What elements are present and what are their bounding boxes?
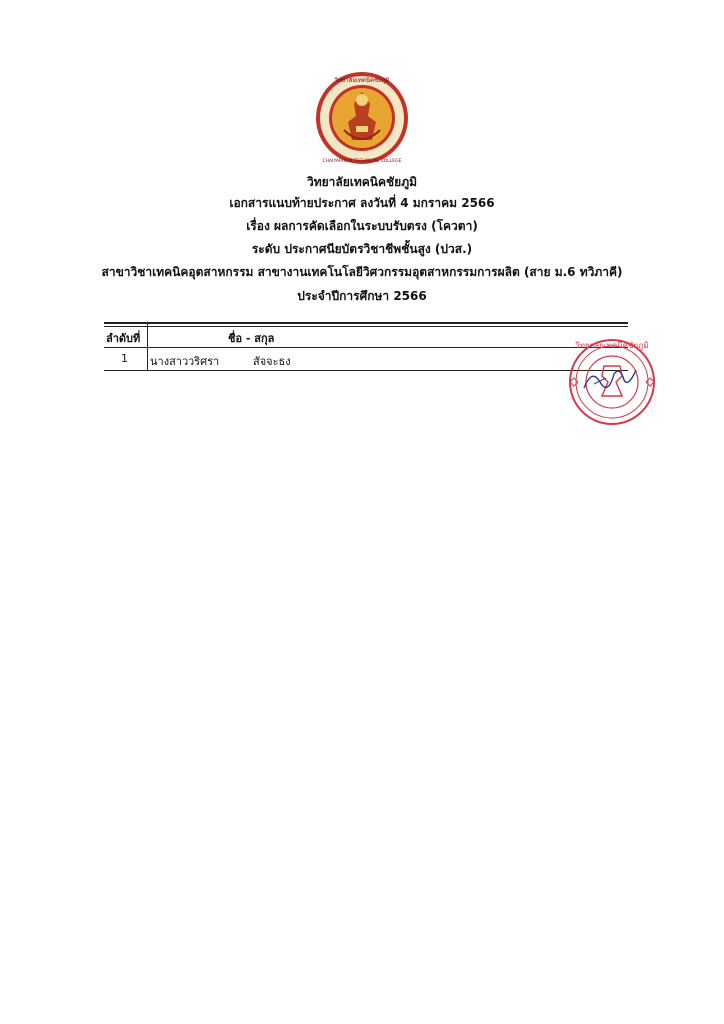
stamp-text: วิทยาลัยเทคนิคชัยภูมิ: [575, 341, 649, 350]
academic-year-line: ประจำปีการศึกษา 2566: [297, 289, 427, 303]
row-number: 1: [121, 352, 128, 365]
row-last-name: สัจจะธง: [253, 355, 291, 368]
logo-text-top: วิทยาลัยเทคนิคชัยภูมิ: [334, 77, 390, 84]
college-emblem: [314, 70, 410, 166]
svg-text:CHAIYAPHUM TECHNICAL COLLEGE: [323, 158, 402, 164]
header-number: ลำดับที่: [106, 332, 141, 345]
table-rule-header: [104, 347, 628, 348]
institution-title: วิทยาลัยเทคนิคชัยภูมิ: [306, 175, 418, 189]
table-rule-top-inner: [104, 326, 628, 327]
signature-mark: [580, 358, 640, 398]
row-title: นางสาว: [150, 355, 189, 368]
subject-line: เรื่อง ผลการคัดเลือกในระบบรับตรง (โควตา): [246, 219, 478, 233]
logo-text-bottom: CHAIYAPHUM TECHNICAL COLLEGE: [322, 159, 402, 164]
level-line: ระดับ ประกาศนียบัตรวิชาชีพชั้นสูง (ปวส.): [251, 242, 473, 256]
svg-text:วิทยาลัยเทคนิคชัยภูมิ: [575, 341, 649, 351]
table-rule-bottom: [104, 370, 628, 371]
announcement-line: เอกสารแนบท้ายประกาศ ลงวันที่ 4 มกราคม 2566: [229, 196, 495, 210]
table-rule-top: [104, 322, 628, 324]
table-column-divider: [147, 323, 148, 370]
row-first-name: วริศรา: [188, 355, 220, 368]
header-name: ชื่อ - สกุล: [228, 332, 275, 345]
program-line: สาขาวิชาเทคนิคอุตสาหกรรม สาขางานเทคโนโลยีวิศวกรรมอุตสาหกรรมการผลิต (สาย ม.6 ทวิภาคี): [101, 265, 623, 279]
svg-text:วิทยาลัยเทคนิคชัยภูมิ: [334, 77, 390, 84]
